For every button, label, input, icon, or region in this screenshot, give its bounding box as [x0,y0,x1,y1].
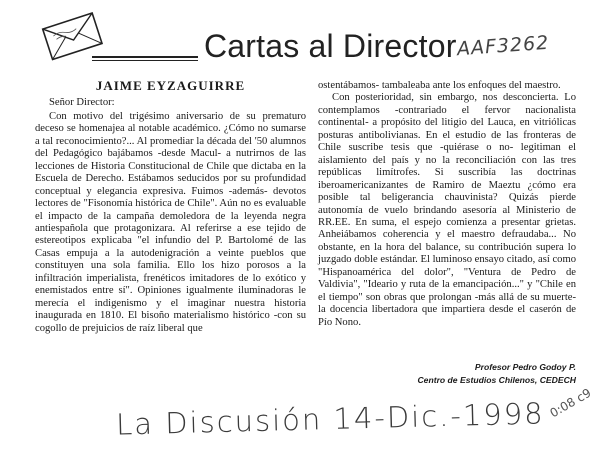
handwritten-source-note: La Discusión 14-Dic.-1998 [115,396,546,442]
body-paragraph: Con motivo del trigésimo aniversario de su prematuro deceso se homenajea al notable académico. ¿Cómo no sumarse a tal reconocimiento?... Al promediar la década del '50 alumnos del Pedagógico bajábamos -desde Macul- a nutrirnos de las lecciones de Historia Constitucional de Chile que dictaba en la Escuela de Derecho. Estábamos seducidos por su profundidad conceptual y elegancia expresiva. Fuimos -además- devotos lectores de "Fisonomía histórica de Chile". Aún no es evaluable el impacto de la campaña demoledora de la leyenda negra antiespañola que protagonizara. Al referirse a ese tejido de estereotipos explicaba "el infundio del P. Bartolomé de las Casas empuja a la autodenigración a veinte pueblos que constituyen una sola familia. Ello los hizo porosos a la infiltración imperialista, frenéticos imitadores de lo exótico y enemistados entre sí". Opiniones igualmente iluminadoras le merecía el indigenismo y el imaginar nuestra historia inaugurada en 1810. El bisoño materialismo histórico -con su cogollo de prejuicios de raíz liberal que [35,110,306,334]
body-paragraph: Con posterioridad, sin embargo, nos desconcierta. Lo contemplamos -contrariado el fervor nacionalista continental- a propósito del litigio del Lauca, en vitriólicas posturas antibolivianas. En el estudio de las fronteras de Chile suscribe tesis que -quiérase o no- legitiman el aislamiento del país y no la reconciliación con las tres repúblicas limítrofes. Si suscribía las doctrinas iberoamericanizantes de Ramiro de Maeztu ¿cómo era posible tal beligerancia chauvinista? Quizás pierde autonomía de vuelo brindando asesoría al Ministerio de RR.EE. En suma, el espejo comienza a presentar grietas. Anheiábamos coherencia y el maestro defraudaba... No obstante, en la hora del balance, su contribución supera lo juzgado doble estándar. El luminoso ensayo citado, así como "Hispanoamérica del dolor", "Ventura de Pedro de Valdivia", "Ideario y ruta de la emancipación..." y "Chile en el tiempo" son obras que prolongan -más allá de su muerte- la docencia libertadora que impartiera desde el caserón de Pío Nono. [318,92,576,328]
left-column [35,80,306,335]
section-title: Cartas al Director [204,28,457,64]
body-paragraph: ostentábamos- tambaleaba ante los enfoques del maestro. [318,80,561,91]
header-rule-thin [92,60,198,61]
signature-name: Profesor Pedro Godoy P. [474,362,576,372]
right-column [318,80,576,329]
signature-organization: Centro de Estudios Chilenos, CEDECH [417,375,576,385]
archive-code: AAF3262 [456,31,550,61]
signature-block [318,361,576,387]
salutation: Señor Director: [49,97,115,109]
letter-author: JAIME EYZAGUIRRE [95,78,246,93]
header-rule [92,56,198,58]
handwritten-margin-note: 0:08 c9 [547,385,594,421]
